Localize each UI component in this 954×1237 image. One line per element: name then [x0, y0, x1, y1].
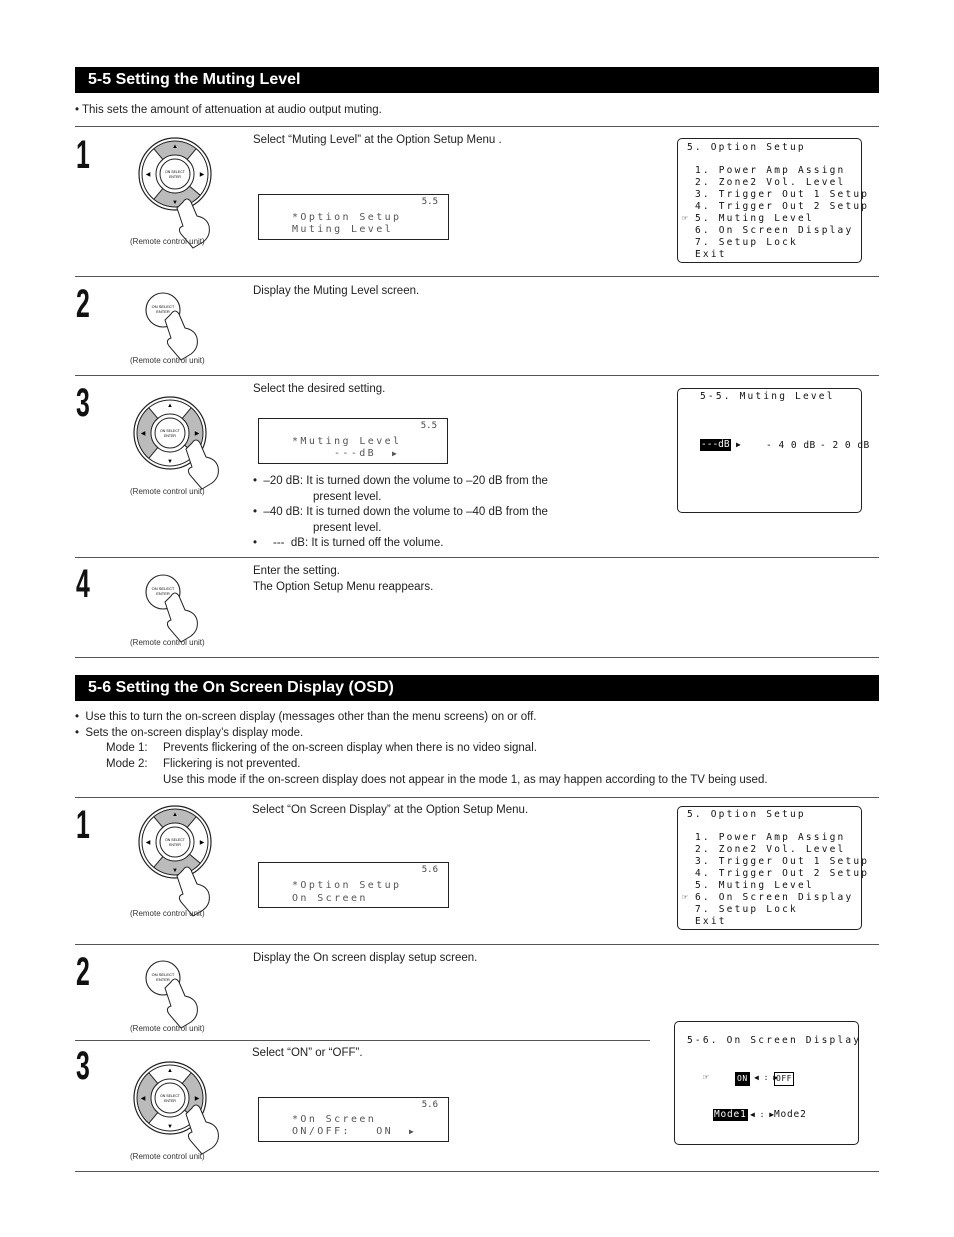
svg-text:ENTER: ENTER: [164, 1099, 176, 1103]
svg-text:▲: ▲: [172, 812, 178, 818]
remote-dpad-icon: [135, 132, 215, 232]
svg-text:ON SELECT: ON SELECT: [160, 429, 180, 433]
step-text: Select “ON” or “OFF”.: [252, 1047, 363, 1059]
svg-text:ON SELECT: ON SELECT: [165, 838, 185, 842]
svg-text:▼: ▼: [167, 1124, 173, 1130]
svg-text:▶: ▶: [199, 840, 205, 846]
svg-text:ON SELECT: ON SELECT: [160, 1094, 180, 1098]
step-text: Display the On screen display setup screen.: [253, 952, 478, 964]
divider: [75, 375, 879, 376]
remote-dpad-icon: [135, 800, 215, 900]
step-text: Select the desired setting.: [253, 383, 386, 395]
svg-text:◀: ◀: [140, 1096, 146, 1102]
remote-caption: (Remote control unit): [130, 356, 205, 365]
svg-text:◀: ◀: [145, 172, 151, 178]
svg-text:◀: ◀: [140, 431, 146, 437]
remote-caption: (Remote control unit): [130, 1024, 205, 1033]
enter-button-icon: [145, 292, 205, 347]
arrow-right-icon: ▶: [736, 440, 744, 449]
divider: [75, 1040, 650, 1041]
divider: [75, 276, 879, 277]
svg-text:▶: ▶: [194, 1096, 200, 1102]
divider: [75, 126, 879, 127]
pointing-hand-icon: ☞: [682, 892, 690, 903]
section-5-6-bullet: • Use this to turn the on-screen display (messages other than the menu screens) on or off.: [75, 711, 537, 723]
note-item: • --- dB: It is turned off the volume.: [253, 537, 444, 549]
divider: [75, 557, 879, 558]
front-display-lcd: 5.5 *Option Setup Muting Level: [258, 194, 449, 240]
osd-muting-level-screen: 5-5. Muting Level ---dB ▶ - 4 0 dB - 2 0 dB: [677, 388, 862, 513]
arrow-right-icon: ▶: [392, 449, 400, 458]
step-number: 2: [76, 282, 90, 326]
front-display-lcd: 5.5 *Muting Level ---dB ▶: [258, 418, 448, 464]
osd-option-setup-menu: 5. Option Setup 1. Power Amp Assign 2. Zone2 Vol. Level 3. Trigger Out 1 Setup 4. Trigger Out 2 Setup 5. Muting Level ☞ 6. On Screen Display 7. Setup Lock Exit: [677, 806, 862, 930]
step-number: 1: [76, 133, 90, 177]
remote-caption: (Remote control unit): [130, 909, 205, 918]
svg-text:▶: ▶: [199, 172, 205, 178]
svg-text:ENTER: ENTER: [156, 591, 170, 596]
svg-text:ON SELECT: ON SELECT: [165, 170, 185, 174]
section-5-6-bullet: • Sets the on-screen display’s display mode.: [75, 727, 304, 739]
step-number: 4: [76, 562, 90, 606]
enter-button-icon: [145, 574, 205, 629]
svg-text:ENTER: ENTER: [169, 843, 181, 847]
note-item: • –40 dB: It is turned down the volume to –40 dB from the present level.: [253, 506, 548, 534]
svg-text:▲: ▲: [172, 144, 178, 150]
mode-1-description: Mode 1:: [106, 742, 148, 754]
arrow-right-icon: ▶: [409, 1127, 417, 1136]
remote-caption: (Remote control unit): [130, 1152, 205, 1161]
section-5-5-intro: • This sets the amount of attenuation at audio output muting.: [75, 104, 382, 116]
svg-text:▼: ▼: [172, 868, 178, 874]
step-text: Enter the setting. The Option Setup Menu reappears.: [253, 565, 434, 593]
pointing-hand-icon: ☞: [682, 213, 690, 224]
step-number: 3: [76, 381, 90, 425]
note-item: • –20 dB: It is turned down the volume to –20 dB from the present level.: [253, 475, 548, 503]
front-display-lcd: 5.6 *On Screen ON/OFF: ON ▶: [258, 1097, 449, 1142]
mode-1-text: Prevents flickering of the on-screen display when there is no video signal.: [163, 742, 537, 754]
step-text: Display the Muting Level screen.: [253, 285, 420, 297]
step-number: 2: [76, 950, 90, 994]
osd-option-setup-menu: 5. Option Setup 1. Power Amp Assign 2. Zone2 Vol. Level 3. Trigger Out 1 Setup 4. Trigger Out 2 Setup ☞ 5. Muting Level 6. On Screen Display 7. Setup Lock Exit: [677, 138, 862, 263]
enter-button-icon: [145, 960, 205, 1015]
osd-on-screen-display-screen: 5-6. On Screen Display ☞ ON ◀ : ▶ OFF Mode1 ◀ : ▶ Mode2: [674, 1021, 859, 1145]
divider: [75, 944, 879, 945]
remote-dpad-icon: [130, 395, 210, 485]
step-number: 3: [76, 1044, 90, 1088]
divider: [75, 657, 879, 658]
svg-text:ON SELECT: ON SELECT: [151, 972, 175, 977]
front-display-lcd: 5.6 *Option Setup On Screen: [258, 862, 449, 908]
mode-2-text: Flickering is not prevented. Use this mode if the on-screen display does not appear in the mode 1, as may happen according to the TV being used.: [163, 758, 768, 786]
svg-text:ENTER: ENTER: [169, 175, 181, 179]
divider: [75, 797, 879, 798]
divider: [75, 1171, 879, 1172]
svg-text:▶: ▶: [194, 431, 200, 437]
step-number: 1: [76, 803, 90, 847]
section-5-6-title: 5-6 Setting the On Screen Display (OSD): [75, 675, 879, 701]
remote-caption: (Remote control unit): [130, 638, 205, 647]
remote-caption: (Remote control unit): [130, 237, 205, 246]
section-5-5-title: 5-5 Setting the Muting Level: [75, 67, 879, 93]
svg-text:ENTER: ENTER: [156, 309, 170, 314]
svg-text:◀: ◀: [145, 840, 151, 846]
svg-text:ON SELECT: ON SELECT: [151, 304, 175, 309]
remote-caption: (Remote control unit): [130, 487, 205, 496]
svg-text:▲: ▲: [167, 1068, 173, 1074]
svg-text:ENTER: ENTER: [156, 977, 170, 982]
step-text: Select “On Screen Display” at the Option Setup Menu.: [252, 804, 529, 816]
svg-text:ON SELECT: ON SELECT: [151, 586, 175, 591]
pointing-hand-icon: ☞: [703, 1072, 711, 1083]
svg-text:▼: ▼: [167, 459, 173, 465]
mode-2-description: Mode 2:: [106, 758, 148, 770]
remote-dpad-icon: [130, 1060, 210, 1150]
step-text: Select “Muting Level” at the Option Setup Menu .: [253, 134, 502, 146]
svg-text:ENTER: ENTER: [164, 434, 176, 438]
svg-text:▲: ▲: [167, 403, 173, 409]
svg-text:▼: ▼: [172, 200, 178, 206]
